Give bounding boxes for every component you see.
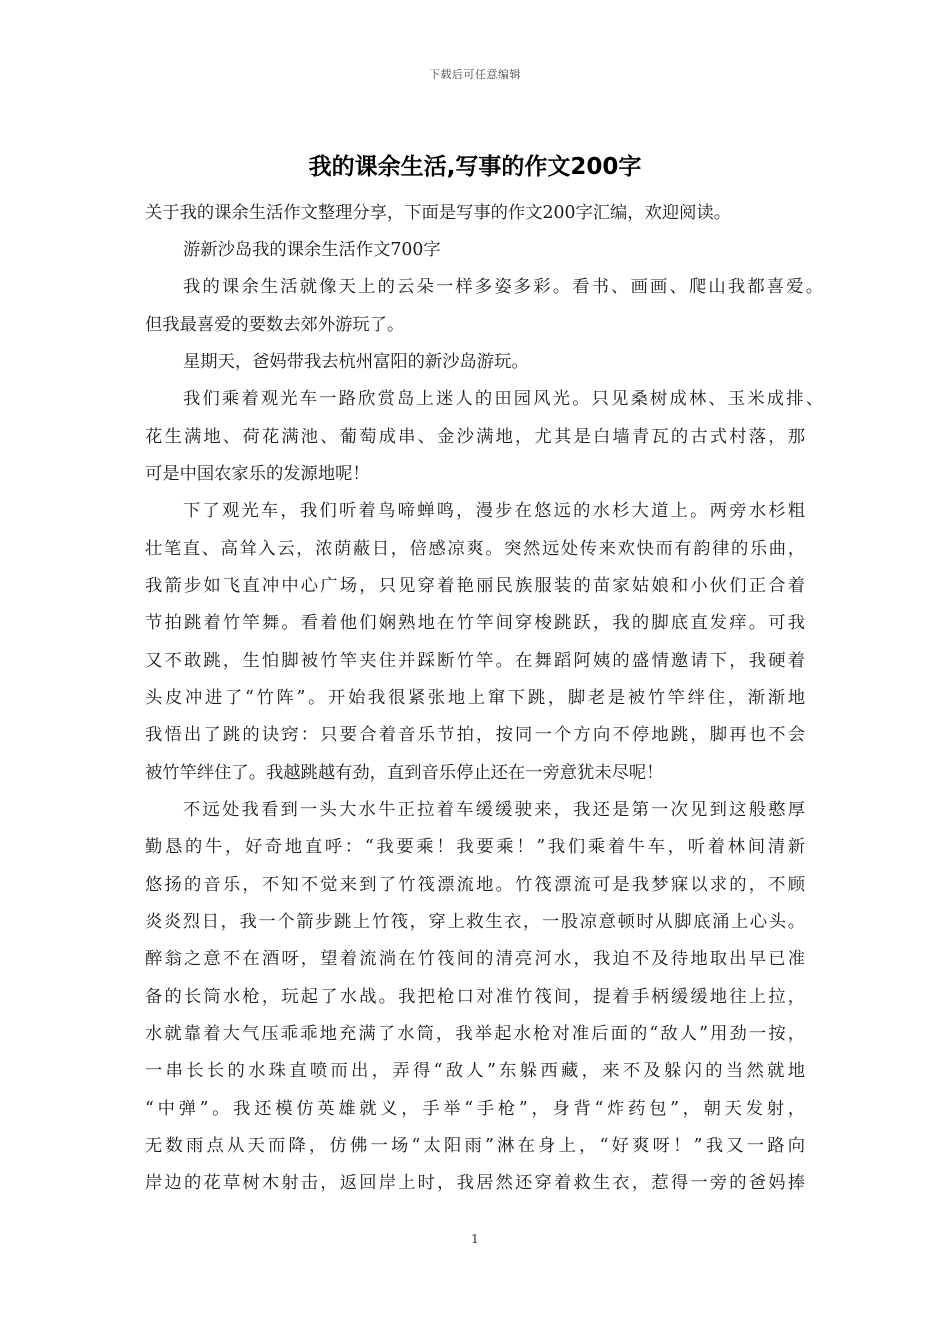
paragraph-line: 节拍跳着竹竿舞。看着他们娴熟地在竹竿间穿梭跳跃，我的脚底直发痒。可我 — [145, 613, 805, 633]
paragraph-line: 水就靠着大气压乖乖地充满了水筒，我举起水枪对准后面的“敌人”用劲一按， — [145, 1024, 805, 1044]
paragraph-line: 我们乘着观光车一路欣赏岛上迷人的田园风光。只见桑树成林、玉米成排、 — [183, 389, 823, 409]
paragraph-line: 我箭步如飞直冲中心广场，只见穿着艳丽民族服装的苗家姑娘和小伙们正合着 — [145, 576, 805, 596]
paragraph-line: 可是中国农家乐的发源地呢！ — [145, 464, 370, 484]
paragraph-line: 花生满地、荷花满池、葡萄成串、金沙满地，尤其是白墙青瓦的古式村落，那 — [145, 427, 805, 447]
paragraph-line: 不远处我看到一头大水牛正拉着车缓缓驶来，我还是第一次见到这般憨厚 — [183, 800, 805, 820]
paragraph-line: “中弹”。我还模仿英雄就义，手举“手枪”，身背“炸药包”，朝天发射， — [145, 1099, 805, 1119]
paragraph-line: 岸边的花草树木射击，返回岸上时，我居然还穿着救生衣，惹得一旁的爸妈捧 — [145, 1173, 805, 1193]
paragraph-line: 悠扬的音乐，不知不觉来到了竹筏漂流地。竹筏漂流可是我梦寐以求的，不顾 — [145, 875, 805, 895]
document-title: 我的课余生活,写事的作文200字 — [308, 154, 642, 180]
subheading-line: 游新沙岛我的课余生活作文700字 — [183, 240, 441, 260]
paragraph-line: 炎炎烈日，我一个箭步跳上竹筏，穿上救生衣，一股凉意顿时从脚底涌上心头。 — [145, 912, 805, 932]
paragraph-line: 下了观光车，我们听着鸟啼蝉鸣，漫步在悠远的水杉大道上。两旁水杉粗 — [183, 501, 805, 521]
paragraph-line: 勤恳的牛，好奇地直呼：“我要乘！我要乘！”我们乘着牛车，听着林间清新 — [145, 837, 805, 857]
paragraph-line: 备的长筒水枪，玩起了水战。我把枪口对准竹筏间，提着手柄缓缓地往上拉， — [145, 987, 805, 1007]
page-number: 1 — [471, 1232, 479, 1246]
paragraph-line: 星期天，爸妈带我去杭州富阳的新沙岛游玩。 — [183, 352, 529, 372]
paragraph-line: 无数雨点从天而降，仿佛一场“太阳雨”淋在身上，“好爽呀！”我又一路向 — [145, 1136, 805, 1156]
paragraph-line: 醉翁之意不在酒呀，望着流淌在竹筏间的清亮河水，我迫不及待地取出早已准 — [145, 949, 805, 969]
paragraph-line: 一串长长的水珠直喷而出，弄得“敌人”东躲西藏，来不及躲闪的当然就地 — [145, 1061, 805, 1081]
paragraph-line: 我悟出了跳的诀窍：只要合着音乐节拍，按同一个方向不停地跳，脚再也不会 — [145, 725, 805, 745]
page-header-note: 下载后可任意编辑 — [429, 68, 521, 81]
intro-line: 关于我的课余生活作文整理分享，下面是写事的作文200字汇编，欢迎阅读。 — [145, 203, 731, 223]
paragraph-line: 被竹竿绊住了。我越跳越有劲，直到音乐停止还在一旁意犹未尽呢！ — [145, 763, 664, 783]
paragraph-line: 壮笔直、高耸入云，浓荫蔽日，倍感凉爽。突然远处传来欢快而有韵律的乐曲， — [145, 539, 805, 559]
paragraph-line: 我的课余生活就像天上的云朵一样多姿多彩。看书、画画、爬山我都喜爱。 — [183, 277, 823, 297]
paragraph-line: 头皮冲进了“竹阵”。开始我很紧张地上窜下跳，脚老是被竹竿绊住，渐渐地 — [145, 688, 805, 708]
paragraph-line: 但我最喜爱的要数去郊外游玩了。 — [145, 315, 405, 335]
paragraph-line: 又不敢跳，生怕脚被竹竿夹住并踩断竹竿。在舞蹈阿姨的盛情邀请下，我硬着 — [145, 651, 805, 671]
